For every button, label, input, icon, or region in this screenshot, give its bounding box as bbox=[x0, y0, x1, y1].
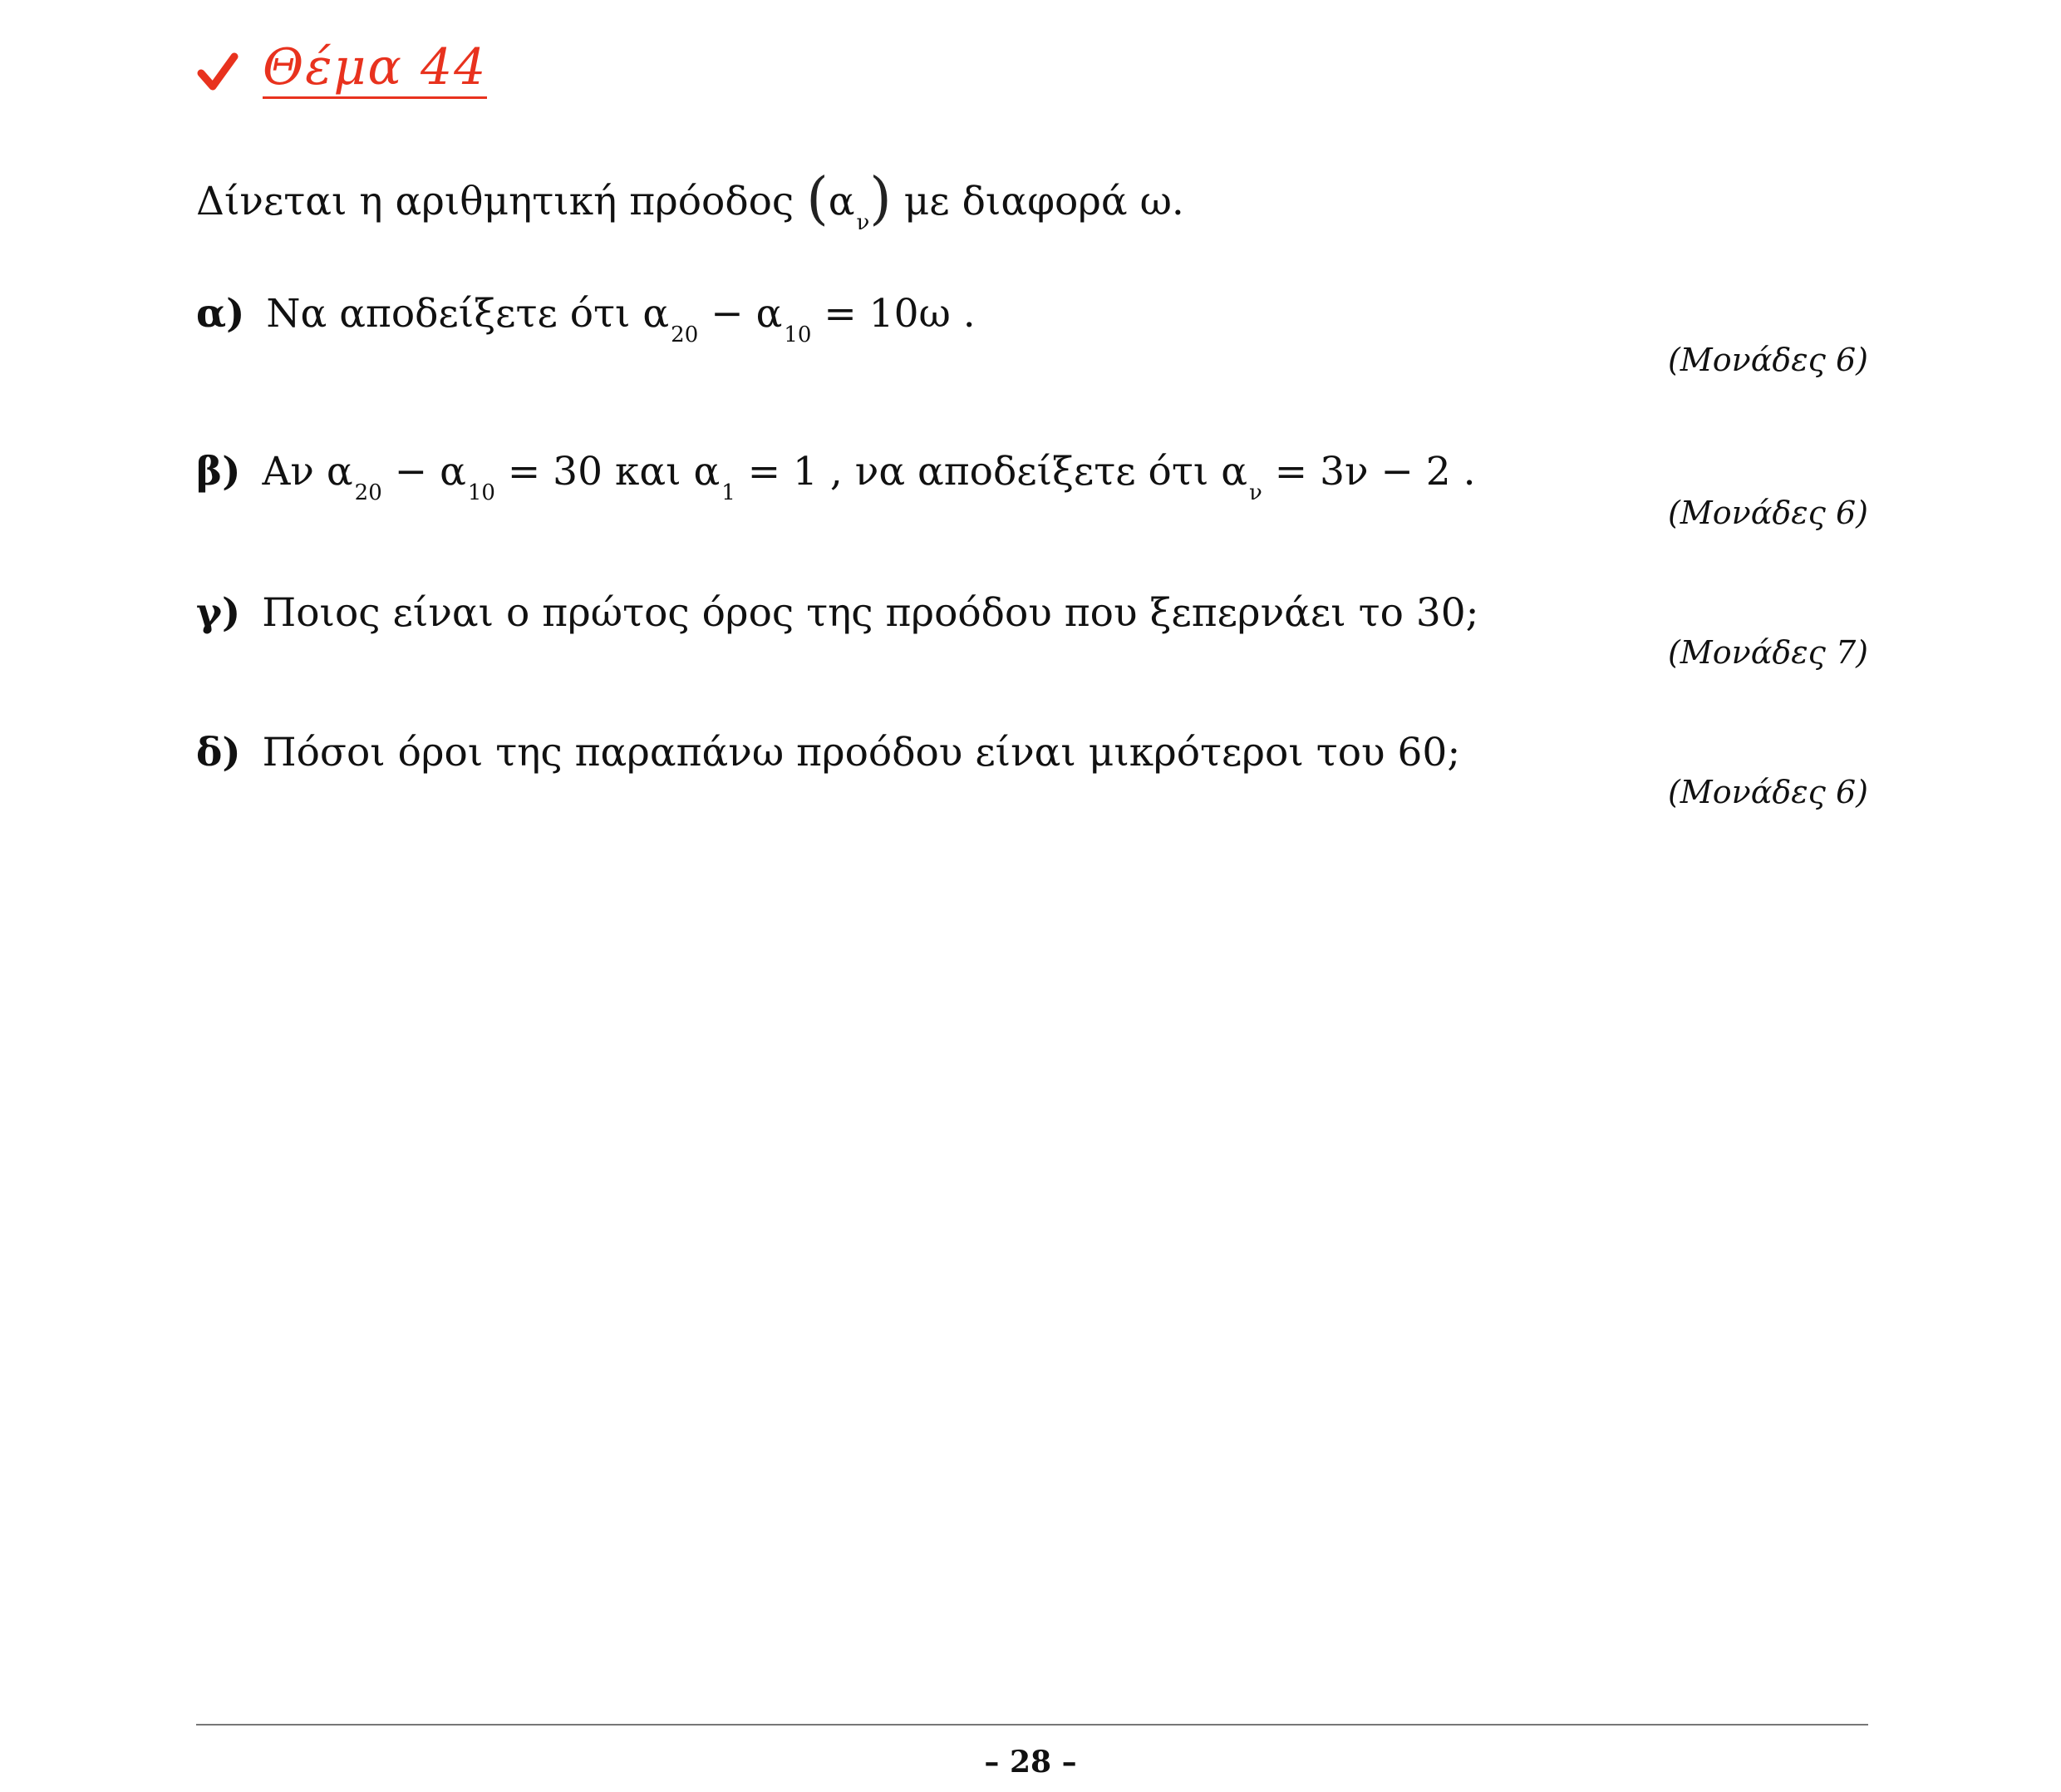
intro-text-after: με διαφορά ω. bbox=[903, 179, 1184, 224]
question-d-label: δ) bbox=[196, 730, 241, 775]
question-a bbox=[196, 289, 976, 345]
term-a10: α bbox=[755, 291, 783, 337]
equation-rhs-2: = 1 , bbox=[747, 449, 843, 495]
question-b-points: (Μονάδες 6) bbox=[1667, 495, 1868, 531]
check-icon bbox=[196, 50, 239, 93]
intro-line bbox=[196, 166, 1184, 235]
minus-sign: − bbox=[394, 449, 428, 495]
question-a-text: Να αποδείξετε ότι bbox=[266, 291, 631, 337]
question-d-points: (Μονάδες 6) bbox=[1667, 774, 1868, 810]
question-b-text-mid: να αποδείξετε ότι bbox=[854, 449, 1209, 495]
question-a-points: (Μονάδες 6) bbox=[1667, 342, 1868, 378]
term-a20: α bbox=[642, 291, 670, 337]
minus-sign: − bbox=[711, 291, 744, 337]
equation-rhs: = 10ω . bbox=[824, 291, 976, 337]
sequence-subscript: ν bbox=[856, 210, 870, 235]
footer-divider bbox=[196, 1724, 1868, 1726]
term-a10-sub: 10 bbox=[467, 480, 495, 505]
page-number: – 28 – bbox=[984, 1745, 1077, 1780]
open-paren: ( bbox=[806, 166, 829, 232]
question-b-label: β) bbox=[196, 449, 241, 495]
page-title: Θέμα 44 bbox=[263, 38, 487, 99]
page-header bbox=[196, 38, 487, 99]
term-a20: α bbox=[326, 449, 353, 495]
term-a1: α bbox=[693, 449, 721, 495]
equation-rhs-1: = 30 bbox=[507, 449, 603, 495]
question-d-text: Πόσοι όροι της παραπάνω προόδου είναι μικρότεροι του 60; bbox=[262, 730, 1461, 775]
term-a10-sub: 10 bbox=[784, 322, 812, 347]
question-b bbox=[196, 447, 1476, 503]
question-b-text-before: Αν bbox=[262, 449, 314, 495]
question-d bbox=[196, 728, 1460, 778]
term-an-sub: ν bbox=[1248, 480, 1262, 505]
term-a20-sub: 20 bbox=[671, 322, 699, 347]
term-a1-sub: 1 bbox=[721, 480, 735, 505]
term-a20-sub: 20 bbox=[354, 480, 382, 505]
term-an: α bbox=[1221, 449, 1247, 495]
question-c-label: γ) bbox=[196, 590, 241, 636]
intro-text-before: Δίνεται η αριθμητική πρόοδος bbox=[196, 179, 794, 224]
question-c-text: Ποιος είναι ο πρώτος όρος της προόδου που ξεπερνάει το 30; bbox=[262, 590, 1479, 636]
equation-rhs-3: = 3ν − 2 . bbox=[1274, 449, 1476, 495]
question-c-points: (Μονάδες 7) bbox=[1667, 634, 1868, 671]
question-c bbox=[196, 588, 1478, 638]
sequence-symbol: α bbox=[828, 179, 855, 224]
conjunction: και bbox=[614, 449, 681, 495]
question-a-label: α) bbox=[196, 291, 245, 337]
close-paren: ) bbox=[869, 166, 892, 232]
term-a10: α bbox=[440, 449, 466, 495]
